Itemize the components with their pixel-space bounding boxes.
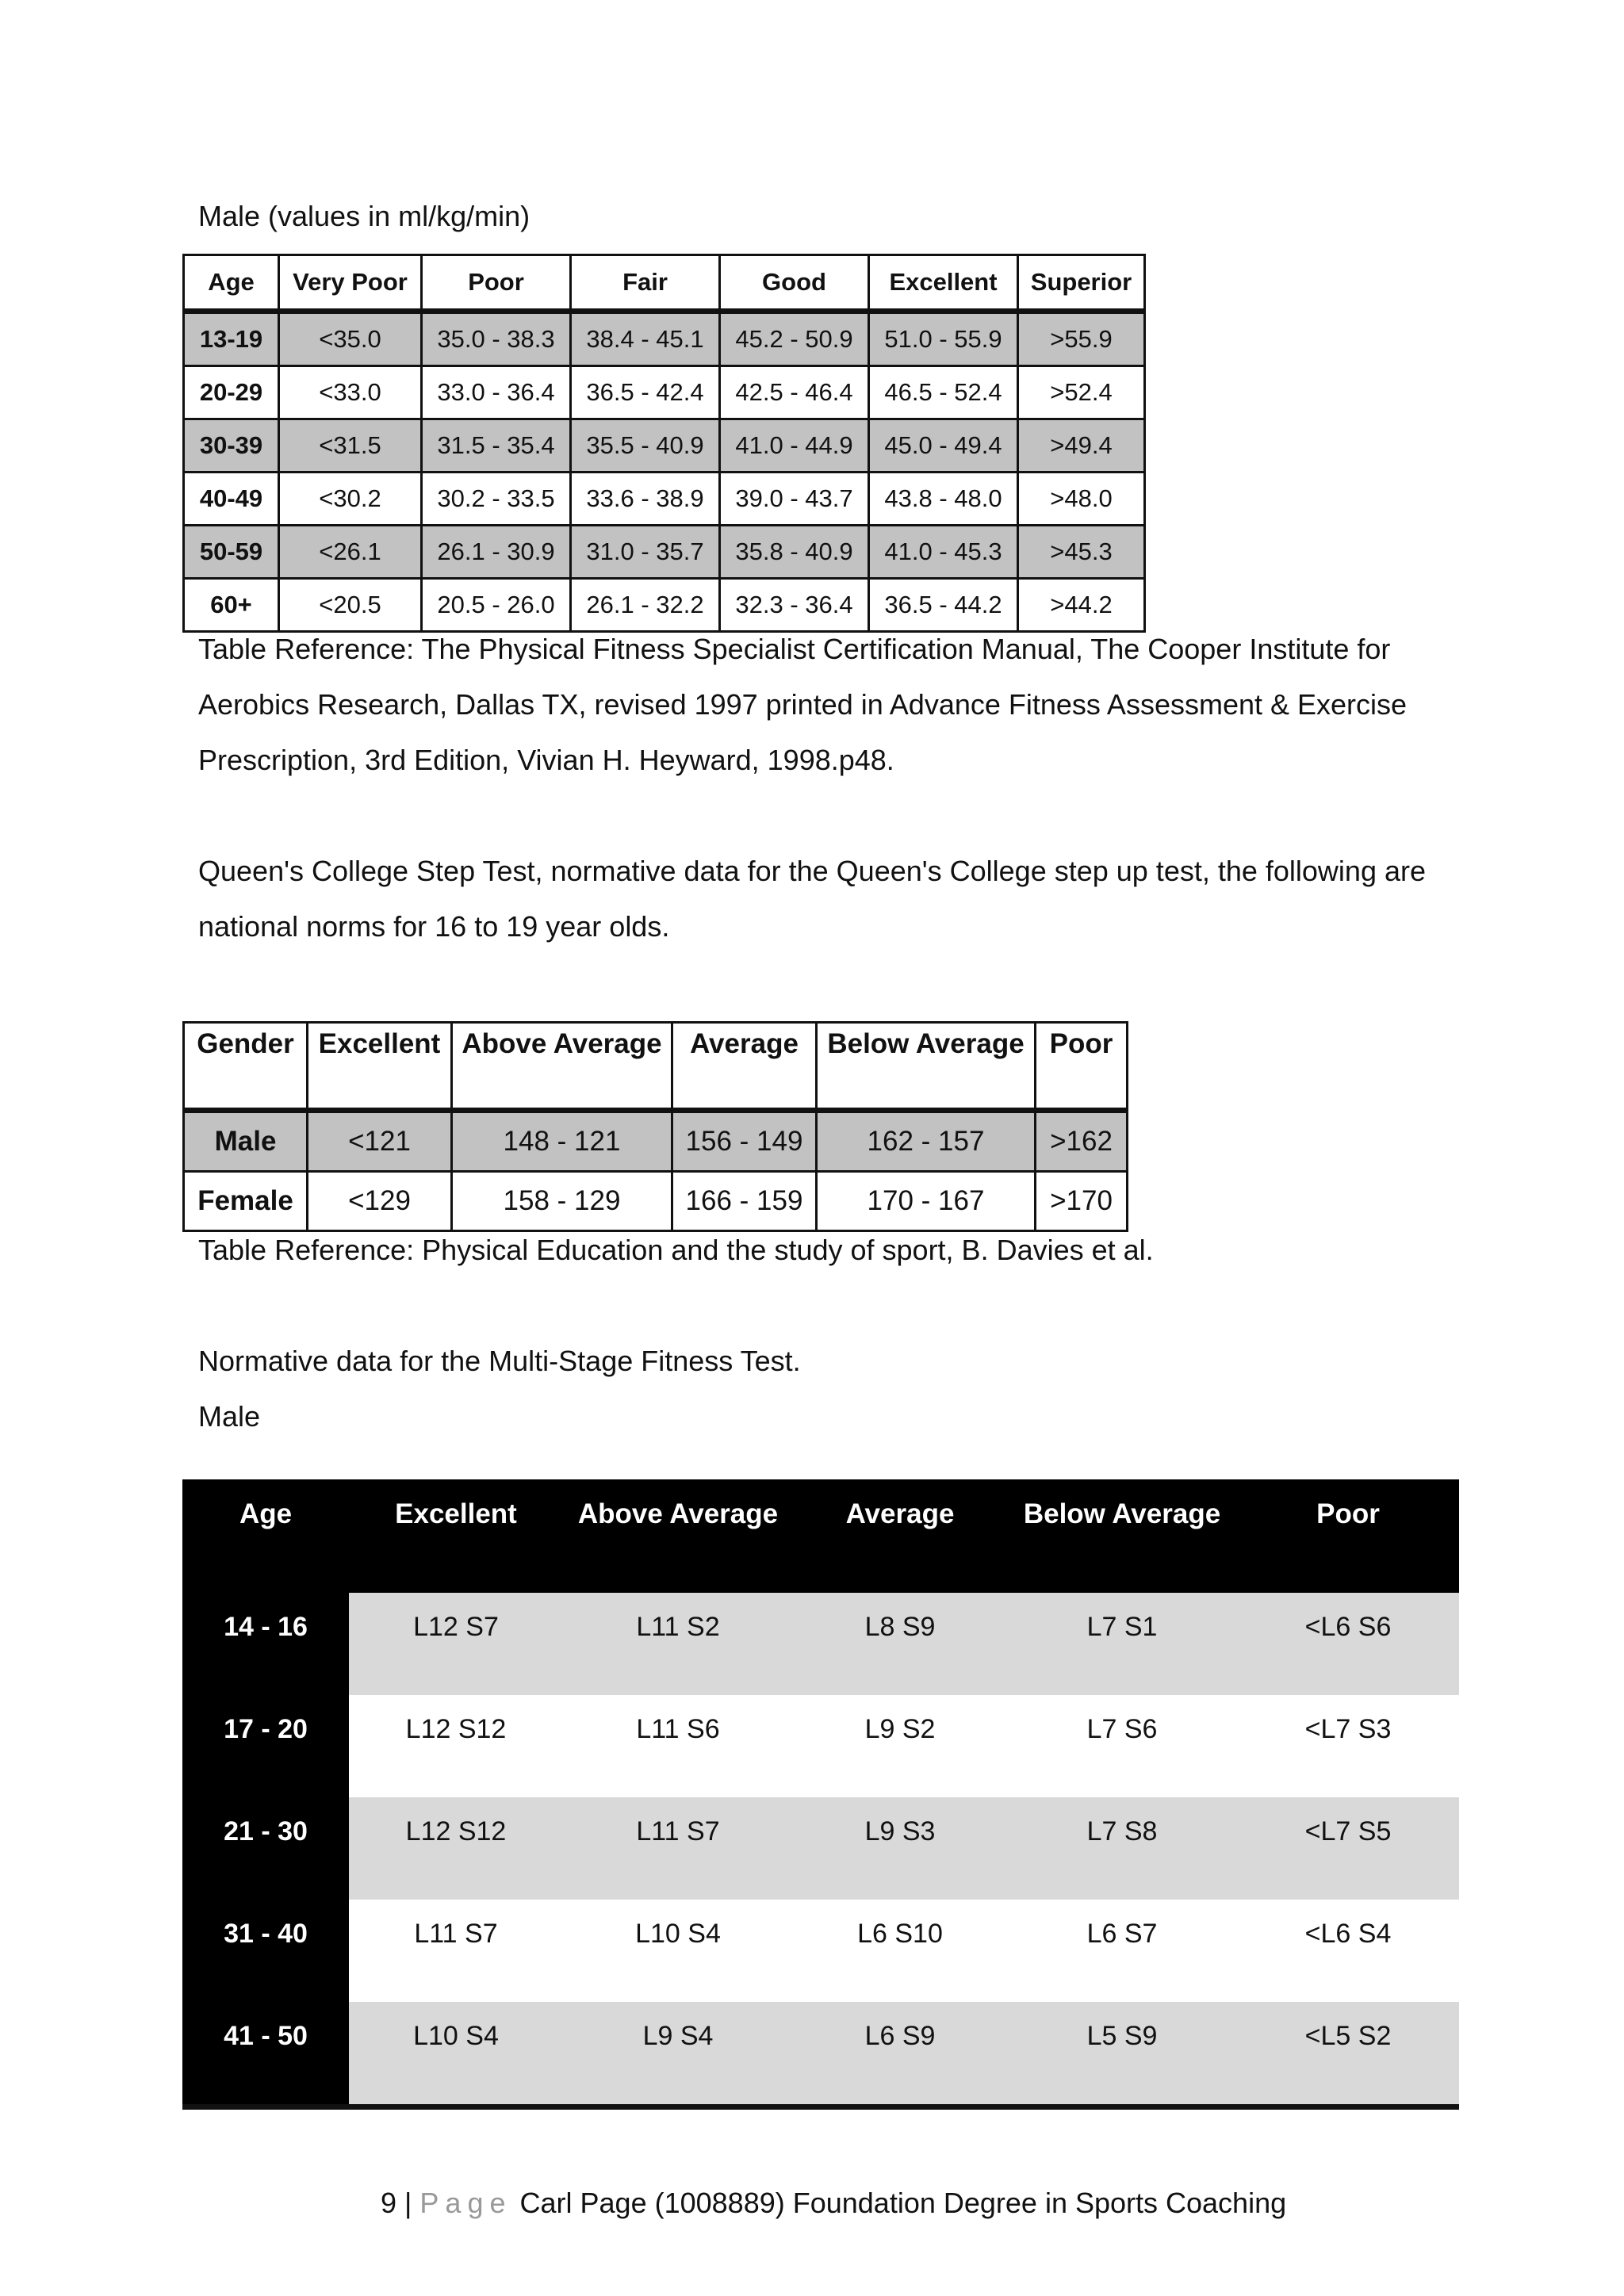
table-cell: L7 S1 xyxy=(1007,1593,1237,1695)
multistage-fitness-table xyxy=(182,1479,1459,2110)
table-cell: 26.1 - 30.9 xyxy=(422,526,571,579)
column-header: Below Average xyxy=(1007,1479,1237,1593)
intro-line: Queen's College Step Test, normative data for the Queen's College step up test, the following are xyxy=(198,855,1426,887)
footer-separator: | xyxy=(404,2187,412,2219)
column-header: Poor xyxy=(1237,1479,1459,1593)
table-cell: 38.4 - 45.1 xyxy=(571,312,720,366)
table-cell: 33.6 - 38.9 xyxy=(571,473,720,526)
table-cell: <L7 S5 xyxy=(1237,1797,1459,1900)
table-cell: L12 S12 xyxy=(349,1695,563,1797)
column-header: Excellent xyxy=(349,1479,563,1593)
section3-heading: Normative data for the Multi-Stage Fitness Test. xyxy=(198,1345,801,1377)
column-header: Poor xyxy=(1036,1023,1128,1111)
table-row xyxy=(182,1593,1459,1695)
table-cell: L9 S2 xyxy=(793,1695,1007,1797)
table-cell: <35.0 xyxy=(279,312,422,366)
table-cell: 166 - 159 xyxy=(672,1172,817,1231)
table-cell: 35.8 - 40.9 xyxy=(720,526,869,579)
table-cell: L10 S4 xyxy=(563,1900,793,2002)
table-cell: L5 S9 xyxy=(1007,2002,1237,2107)
table-cell: >48.0 xyxy=(1018,473,1145,526)
table-cell: L11 S6 xyxy=(563,1695,793,1797)
table-row xyxy=(184,366,1145,419)
table-cell: >49.4 xyxy=(1018,419,1145,473)
table-cell: 170 - 167 xyxy=(817,1172,1036,1231)
age-cell: 41 - 50 xyxy=(182,2002,349,2107)
table-row xyxy=(182,1900,1459,2002)
age-cell: 21 - 30 xyxy=(182,1797,349,1900)
table-cell: L12 S7 xyxy=(349,1593,563,1695)
footer-text: Carl Page (1008889) Foundation Degree in Sports Coaching xyxy=(519,2187,1287,2219)
table-cell: L11 S7 xyxy=(563,1797,793,1900)
table-cell: 30.2 - 33.5 xyxy=(422,473,571,526)
table-cell: 36.5 - 42.4 xyxy=(571,366,720,419)
age-cell: 13-19 xyxy=(184,312,279,366)
section2-reference: Table Reference: Physical Education and the study of sport, B. Davies et al. xyxy=(198,1234,1154,1266)
page-label: Page xyxy=(419,2187,512,2219)
table-cell: >52.4 xyxy=(1018,366,1145,419)
table-cell: >45.3 xyxy=(1018,526,1145,579)
table-cell: L9 S4 xyxy=(563,2002,793,2107)
table-cell: <L6 S6 xyxy=(1237,1593,1459,1695)
column-header: Below Average xyxy=(817,1023,1036,1111)
reference-line: Table Reference: The Physical Fitness Specialist Certification Manual, The Cooper Institute for xyxy=(198,633,1391,665)
table-cell: 41.0 - 45.3 xyxy=(869,526,1018,579)
table-cell: 51.0 - 55.9 xyxy=(869,312,1018,366)
column-header: Fair xyxy=(571,255,720,312)
intro-line: national norms for 16 to 19 year olds. xyxy=(198,910,670,943)
table-cell: <L6 S4 xyxy=(1237,1900,1459,2002)
table-cell: <30.2 xyxy=(279,473,422,526)
table-cell: 33.0 - 36.4 xyxy=(422,366,571,419)
age-cell: 14 - 16 xyxy=(182,1593,349,1695)
table-cell: L6 S9 xyxy=(793,2002,1007,2107)
table-cell: 148 - 121 xyxy=(452,1111,672,1172)
table-cell: <20.5 xyxy=(279,579,422,632)
table-row xyxy=(184,526,1145,579)
table-cell: <31.5 xyxy=(279,419,422,473)
table-cell: 39.0 - 43.7 xyxy=(720,473,869,526)
table-cell: 45.2 - 50.9 xyxy=(720,312,869,366)
column-header: Age xyxy=(184,255,279,312)
table-cell: 162 - 157 xyxy=(817,1111,1036,1172)
table-header-row xyxy=(182,1479,1459,1593)
table-cell: 41.0 - 44.9 xyxy=(720,419,869,473)
table-cell: 36.5 - 44.2 xyxy=(869,579,1018,632)
table-cell: >162 xyxy=(1036,1111,1128,1172)
table-cell: L7 S6 xyxy=(1007,1695,1237,1797)
reference-line: Aerobics Research, Dallas TX, revised 1997 printed in Advance Fitness Assessment & Exercise xyxy=(198,688,1408,721)
table-cell: >170 xyxy=(1036,1172,1128,1231)
section3-subheading: Male xyxy=(198,1400,261,1433)
table-cell: 35.0 - 38.3 xyxy=(422,312,571,366)
table-cell: 32.3 - 36.4 xyxy=(720,579,869,632)
gender-cell: Female xyxy=(184,1172,308,1231)
column-header: Poor xyxy=(422,255,571,312)
column-header: Very Poor xyxy=(279,255,422,312)
section2-intro xyxy=(198,844,1426,955)
table-cell: <129 xyxy=(308,1172,452,1231)
table-cell: L12 S12 xyxy=(349,1797,563,1900)
table-row xyxy=(184,312,1145,366)
page-number: 9 xyxy=(381,2187,397,2219)
table-header-row xyxy=(184,255,1145,312)
table-header-row xyxy=(184,1023,1128,1111)
age-cell: 50-59 xyxy=(184,526,279,579)
vo2max-male-table xyxy=(182,254,1146,633)
age-cell: 60+ xyxy=(184,579,279,632)
age-cell: 20-29 xyxy=(184,366,279,419)
table-cell: <33.0 xyxy=(279,366,422,419)
column-header: Good xyxy=(720,255,869,312)
table-cell: <26.1 xyxy=(279,526,422,579)
table-cell: 42.5 - 46.4 xyxy=(720,366,869,419)
table-cell: 31.0 - 35.7 xyxy=(571,526,720,579)
table-cell: L11 S2 xyxy=(563,1593,793,1695)
table-cell: 35.5 - 40.9 xyxy=(571,419,720,473)
table-cell: 158 - 129 xyxy=(452,1172,672,1231)
column-header: Above Average xyxy=(563,1479,793,1593)
age-cell: 31 - 40 xyxy=(182,1900,349,2002)
table-row xyxy=(182,2002,1459,2107)
table-cell: <L5 S2 xyxy=(1237,2002,1459,2107)
table-row xyxy=(184,473,1145,526)
page-footer xyxy=(381,2187,1286,2220)
table-cell: 45.0 - 49.4 xyxy=(869,419,1018,473)
section1-heading: Male (values in ml/kg/min) xyxy=(198,200,530,232)
column-header: Superior xyxy=(1018,255,1145,312)
table-cell: <121 xyxy=(308,1111,452,1172)
table-cell: >44.2 xyxy=(1018,579,1145,632)
table-cell: 46.5 - 52.4 xyxy=(869,366,1018,419)
table-cell: L6 S10 xyxy=(793,1900,1007,2002)
age-cell: 30-39 xyxy=(184,419,279,473)
column-header: Gender xyxy=(184,1023,308,1111)
table-cell: 43.8 - 48.0 xyxy=(869,473,1018,526)
table-cell: L10 S4 xyxy=(349,2002,563,2107)
table-row xyxy=(184,1111,1128,1172)
table-cell: >55.9 xyxy=(1018,312,1145,366)
queens-step-test-table xyxy=(182,1021,1128,1232)
reference-line: Prescription, 3rd Edition, Vivian H. Heyward, 1998.p48. xyxy=(198,744,894,776)
column-header: Above Average xyxy=(452,1023,672,1111)
table-cell: L11 S7 xyxy=(349,1900,563,2002)
column-header: Excellent xyxy=(869,255,1018,312)
table-cell: 156 - 149 xyxy=(672,1111,817,1172)
table-row xyxy=(182,1695,1459,1797)
age-cell: 40-49 xyxy=(184,473,279,526)
age-cell: 17 - 20 xyxy=(182,1695,349,1797)
gender-cell: Male xyxy=(184,1111,308,1172)
table-cell: L6 S7 xyxy=(1007,1900,1237,2002)
table-cell: <L7 S3 xyxy=(1237,1695,1459,1797)
column-header: Average xyxy=(672,1023,817,1111)
table-cell: L8 S9 xyxy=(793,1593,1007,1695)
table-cell: 20.5 - 26.0 xyxy=(422,579,571,632)
table-row xyxy=(184,419,1145,473)
table-cell: 26.1 - 32.2 xyxy=(571,579,720,632)
column-header: Age xyxy=(182,1479,349,1593)
table-cell: L7 S8 xyxy=(1007,1797,1237,1900)
column-header: Excellent xyxy=(308,1023,452,1111)
column-header: Average xyxy=(793,1479,1007,1593)
table-cell: 31.5 - 35.4 xyxy=(422,419,571,473)
section1-reference xyxy=(198,622,1407,788)
table-cell: L9 S3 xyxy=(793,1797,1007,1900)
table-row xyxy=(182,1797,1459,1900)
